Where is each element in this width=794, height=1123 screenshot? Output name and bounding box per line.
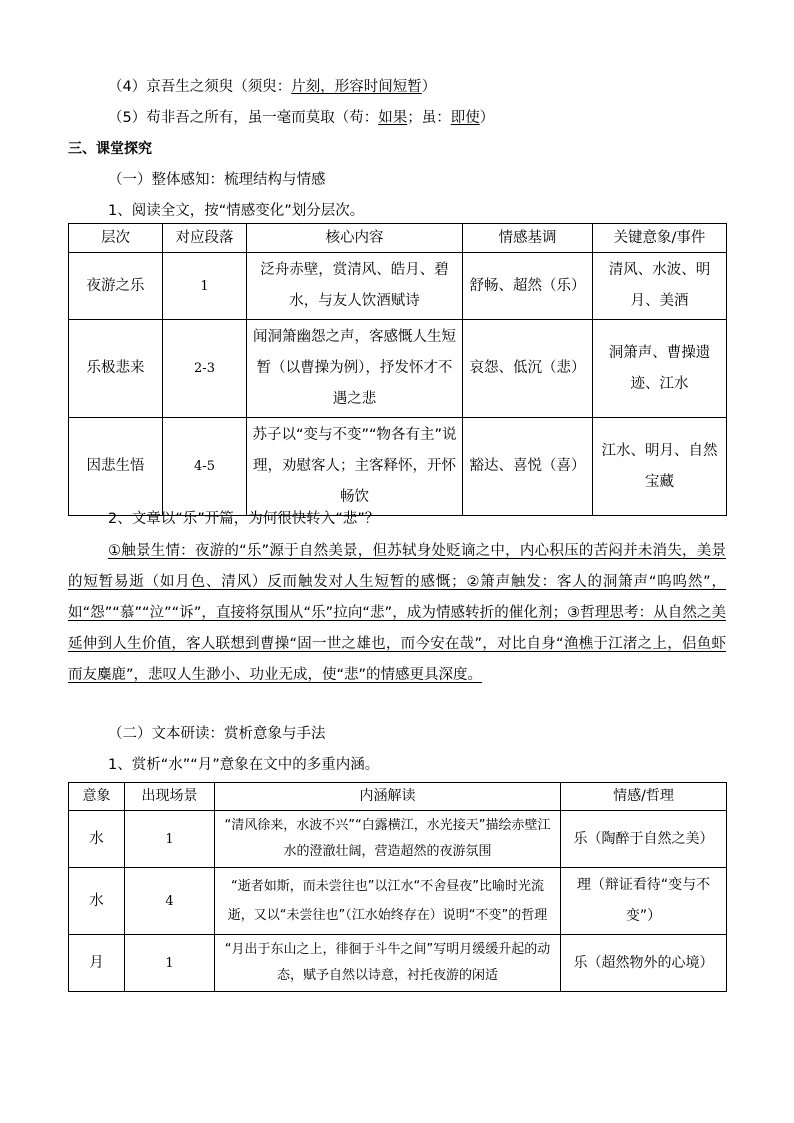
table-cell: 乐极悲来 (69, 320, 163, 418)
subsection-heading-1: （一）整体感知：梳理结构与情感 (108, 172, 326, 188)
vocab-item-5-mid: ；虽： (407, 110, 451, 126)
table-cell: 泛舟赤壁，赏清风、皓月、碧水，与友人饮酒赋诗 (247, 253, 463, 320)
table-cell: 清风、水波、明月、美酒 (593, 253, 727, 320)
vocab-item-5-close: ） (479, 110, 495, 126)
header-cell: 出现场景 (125, 783, 215, 811)
table-cell: 理（辩证看待“变与不变”） (561, 868, 727, 935)
question-2: 2、文章以“乐”开篇，为何很快转入“悲”？ (108, 511, 380, 527)
table-cell: 舒畅、超然（乐） (463, 253, 593, 320)
imagery-table-header (69, 783, 727, 811)
header-cell: 内涵解读 (215, 783, 561, 811)
table-cell: 2-3 (163, 320, 247, 418)
section-heading-3: 三、课堂探究 (68, 141, 152, 157)
table-cell: “月出于东山之上，徘徊于斗牛之间”写明月缓缓升起的动态，赋予自然以诗意，衬托夜游的闲适 (215, 935, 561, 992)
vocab-item-4-close: ） (421, 79, 437, 95)
vocab-item-5 (108, 108, 494, 128)
header-cell: 情感/哲理 (561, 783, 727, 811)
header-cell: 关键意象/事件 (593, 224, 727, 253)
table-cell: 豁达、喜悦（喜） (463, 418, 593, 516)
structure-table (68, 223, 727, 516)
table-row (69, 320, 727, 418)
header-cell: 对应段落 (163, 224, 247, 253)
imagery-table (68, 782, 727, 992)
table-cell: 夜游之乐 (69, 253, 163, 320)
table-cell: 水 (69, 811, 125, 868)
table-cell: 1 (163, 253, 247, 320)
table-cell: 4 (125, 868, 215, 935)
question-3: 1、赏析“水”“月”意象在文中的多重内涵。 (108, 757, 380, 773)
structure-table-header (69, 224, 727, 253)
vocab-item-5-note-1: 如果 (378, 110, 408, 126)
table-cell: 哀怨、低沉（悲） (463, 320, 593, 418)
table-cell: 苏子以“变与不变”“物各有主”说理，劝慰客人；主客释怀，开怀畅饮 (247, 418, 463, 516)
vocab-item-4 (108, 77, 436, 97)
table-row (69, 935, 727, 992)
answer-2: ①触景生情：夜游的“乐”源于自然美景，但苏轼身处贬谪之中，内心积压的苦闷并未消失，美景的短暂易逝（如月色、清风）反而触发对人生短暂的感慨；②箫声触发：客人的洞箫声“呜呜然”，如“怨”“慕”“泣”“诉”，直接将氛围从“乐”拉向“悲”，成为情感转折的催化剂；③哲理思考：从自然之美延伸到人生价值，客人联想到曹操“固一世之雄也，而今安在哉”，对比自身“渔樵于江渚之上，侣鱼虾而友麋鹿”，悲叹人生渺小、功业无成，使“悲”的情感更具深度。 (68, 543, 726, 683)
table-cell: 江水、明月、自然宝藏 (593, 418, 727, 516)
table-cell: 4-5 (163, 418, 247, 516)
table-row (69, 253, 727, 320)
table-cell: “清风徐来，水波不兴”“白露横江，水光接天”描绘赤壁江水的澄澈壮阔，营造超然的夜游氛围 (215, 811, 561, 868)
table-cell: 乐（陶醉于自然之美） (561, 811, 727, 868)
table-cell: 乐（超然物外的心境） (561, 935, 727, 992)
table-cell: 洞箫声、曹操遗迹、江水 (593, 320, 727, 418)
header-cell: 情感基调 (463, 224, 593, 253)
table-cell: “逝者如斯，而未尝往也”以江水“不舍昼夜”比喻时光流逝，又以“未尝往也”（江水始终存在）说明“不变”的哲理 (215, 868, 561, 935)
table-cell: 水 (69, 868, 125, 935)
table-row (69, 418, 727, 516)
question-1: 1、阅读全文，按“情感变化”划分层次。 (108, 203, 365, 219)
header-cell: 核心内容 (247, 224, 463, 253)
table-cell: 闻洞箫幽怨之声，客感慨人生短暂（以曹操为例），抒发怀才不遇之悲 (247, 320, 463, 418)
table-cell: 月 (69, 935, 125, 992)
table-cell: 1 (125, 935, 215, 992)
vocab-item-4-note: 片刻，形容时间短暂 (291, 79, 422, 95)
table-row (69, 811, 727, 868)
vocab-item-5-note-2: 即使 (450, 110, 480, 126)
vocab-item-5-text: （5）苟非吾之所有，虽一毫而莫取（苟： (108, 110, 379, 126)
header-cell: 意象 (69, 783, 125, 811)
subsection-heading-2: （二）文本研读：赏析意象与手法 (108, 726, 326, 742)
vocab-item-4-text: （4）京吾生之须臾（须臾： (108, 79, 292, 95)
table-row (69, 868, 727, 935)
table-cell: 因悲生悟 (69, 418, 163, 516)
header-cell: 层次 (69, 224, 163, 253)
table-cell: 1 (125, 811, 215, 868)
